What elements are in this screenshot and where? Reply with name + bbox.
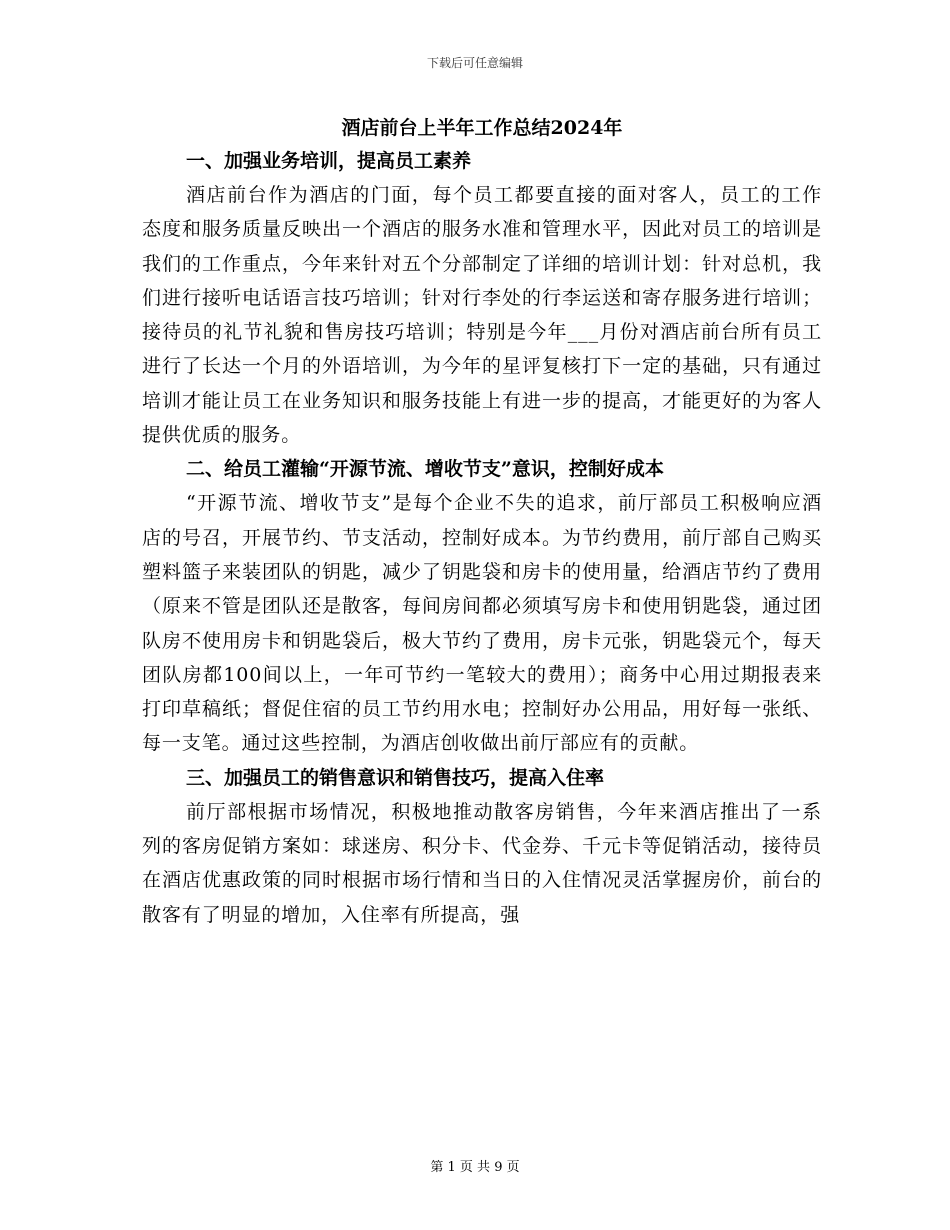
section-1-paragraph: 酒店前台作为酒店的门面，每个员工都要直接的面对客人，员工的工作态度和服务质量反映出一个酒店的服务水准和管理水平，因此对员工的培训是我们的工作重点，今年来针对五个分部制定了详细的培训计划：针对总机，我们进行接听电话语言技巧培训；针对行李处的行李运送和寄存服务进行培训；接待员的礼节礼貌和售房技巧培训；特别是今年___月份对酒店前台所有员工进行了长达一个月的外语培训，为今年的星评复核打下一定的基础，只有通过培训才能让员工在业务知识和服务技能上有进一步的提高，才能更好的为客人提供优质的服务。 [142,184,822,447]
header-note: 下载后可任意编辑 [426,56,523,70]
section-3-heading: 三、加强员工的销售意识和销售技巧，提高入住率 [186,766,605,789]
document-content [142,112,822,932]
section-2-paragraph: “开源节流、增收节支”是每个企业不失的追求，前厅部员工积极响应酒店的号召，开展节约、节支活动，控制好成本。为节约费用，前厅部自己购买塑料篮子来装团队的钥匙，减少了钥匙袋和房卡的使用量，给酒店节约了费用（原来不管是团队还是散客，每间房间都必须填写房卡和使用钥匙袋，通过团队房不使用房卡和钥匙袋后，极大节约了费用，房卡元张，钥匙袋元个，每天团队房都100间以上，一年可节约一笔较大的费用）；商务中心用过期报表来打印草稿纸；督促住宿的员工节约用水电；控制好办公用品，用好每一张纸、每一支笔。通过这些控制，为酒店创收做出前厅部应有的贡献。 [142,492,822,755]
section-1-heading: 一、加强业务培训，提高员工素养 [186,150,472,172]
document-title: 酒店前台上半年工作总结2024年 [341,117,623,139]
section-3-paragraph: 前厅部根据市场情况，积极地推动散客房销售，今年来酒店推出了一系列的客房促销方案如：球迷房、积分卡、代金券、千元卡等促销活动，接待员在酒店优惠政策的同时根据市场行情和当日的入住情况灵活掌握房价，前台的散客有了明显的增加，入住率有所提高，强 [142,800,822,926]
page-number: 第 1 页 共 9 页 [430,1160,520,1175]
section-2-heading: 二、给员工灌输“开源节流、增收节支”意识，控制好成本 [186,458,664,481]
